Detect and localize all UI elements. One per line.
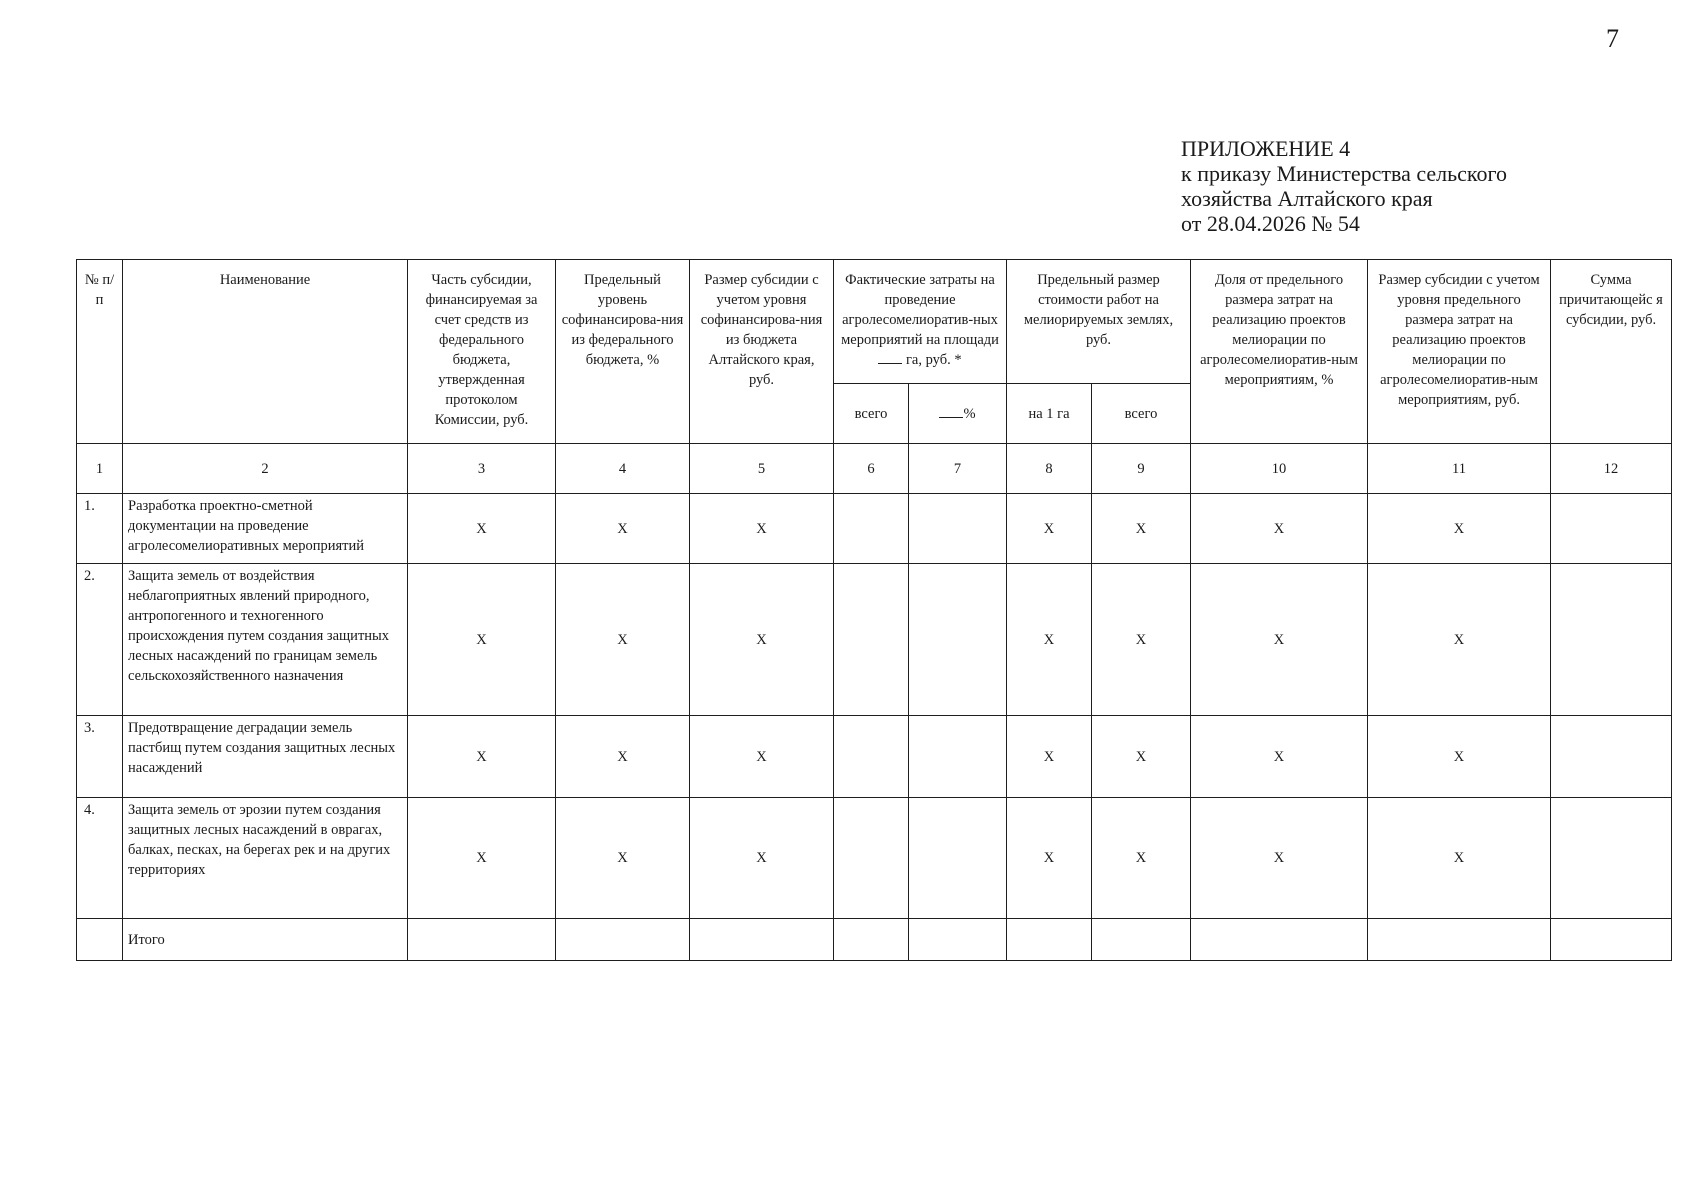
row-name: Защита земель от эрозии путем создания защитных лесных насаждений в оврагах, балках, песках, на берегах рек и на других территориях <box>123 798 408 919</box>
column-number: 11 <box>1368 444 1551 494</box>
row-name: Предотвращение деградации земель пастбищ путем создания защитных лесных насаждений <box>123 716 408 798</box>
total-row <box>77 919 1672 961</box>
table-cell: X <box>408 494 556 564</box>
header-name: Наименование <box>123 260 408 444</box>
table-cell: X <box>1007 716 1092 798</box>
column-number: 6 <box>834 444 909 494</box>
header-actual-percent <box>909 384 1007 444</box>
column-number: 1 <box>77 444 123 494</box>
table-cell <box>1551 564 1672 716</box>
table-cell <box>834 798 909 919</box>
column-number: 12 <box>1551 444 1672 494</box>
header-subsidy-regional: Размер субсидии с учетом уровня софинансирова-ния из бюджета Алтайского края, руб. <box>690 260 834 444</box>
table-cell: X <box>1191 716 1368 798</box>
appendix-date-number: от 28.04.2026 № 54 <box>1181 211 1360 236</box>
table-cell: X <box>556 798 690 919</box>
header-max-total: всего <box>1092 384 1191 444</box>
header-subsidy-max: Размер субсидии с учетом уровня предельного размера затрат на реализацию проектов мелиорации по агролесомелиоратив-ным мероприятиям, руб. <box>1368 260 1551 444</box>
table-cell: X <box>1368 494 1551 564</box>
appendix-ministry-line: хозяйства Алтайского края <box>1181 186 1433 211</box>
subsidy-table <box>76 259 1672 961</box>
table-cell: X <box>1092 564 1191 716</box>
column-numbers-row <box>77 444 1672 494</box>
table-cell <box>834 494 909 564</box>
header-per-hectare: на 1 га <box>1007 384 1092 444</box>
table-cell: X <box>1368 798 1551 919</box>
table-cell <box>834 716 909 798</box>
table-cell <box>1007 919 1092 961</box>
table-row <box>77 798 1672 919</box>
header-max-cost: Предельный размер стоимости работ на мелиорируемых землях, руб. <box>1007 260 1191 384</box>
total-number-cell <box>77 919 123 961</box>
table-cell <box>909 798 1007 919</box>
table-cell: X <box>690 494 834 564</box>
table-cell: X <box>1092 798 1191 919</box>
table-cell: X <box>690 564 834 716</box>
table-cell <box>834 919 909 961</box>
row-name: Защита земель от воздействия неблагоприятных явлений природного, антропогенного и техногенного происхождения путем создания защитных лесных насаждений по границам земель сельскохозяйственного назначения <box>123 564 408 716</box>
table-cell: X <box>1191 494 1368 564</box>
table-cell <box>1551 798 1672 919</box>
page-number: 7 <box>1606 24 1619 53</box>
table-cell: X <box>556 494 690 564</box>
table-cell: X <box>1092 716 1191 798</box>
table-cell: X <box>1368 716 1551 798</box>
table-cell: X <box>408 564 556 716</box>
table-cell <box>1551 716 1672 798</box>
table-cell: X <box>690 716 834 798</box>
table-row <box>77 716 1672 798</box>
table-cell <box>909 564 1007 716</box>
table-cell: X <box>1191 798 1368 919</box>
header-actual-costs-unit: га, руб. * <box>905 352 962 368</box>
column-number: 3 <box>408 444 556 494</box>
header-actual-costs <box>834 260 1007 384</box>
header-cofinancing-level: Предельный уровень софинансирова-ния из федерального бюджета, % <box>556 260 690 444</box>
row-number: 4. <box>77 798 123 919</box>
header-number: № п/п <box>77 260 123 444</box>
table-cell: X <box>690 798 834 919</box>
appendix-order-line: к приказу Министерства сельского <box>1181 161 1507 186</box>
row-number: 2. <box>77 564 123 716</box>
table-cell: X <box>1368 564 1551 716</box>
header-share-of-max: Доля от предельного размера затрат на реализацию проектов мелиорации по агролесомелиоратив-ным мероприятиям, % <box>1191 260 1368 444</box>
table-cell: X <box>556 716 690 798</box>
column-number: 9 <box>1092 444 1191 494</box>
table-cell: X <box>408 798 556 919</box>
column-number: 5 <box>690 444 834 494</box>
table-cell: X <box>556 564 690 716</box>
column-number: 2 <box>123 444 408 494</box>
row-name-text: Разработка проектно-сметной документации на проведение агролесомелиоративных мероприятий <box>128 498 365 554</box>
row-name <box>123 494 408 564</box>
table-cell <box>1092 919 1191 961</box>
header-actual-costs-text: Фактические затраты на проведение агролесомелиоратив-ных мероприятий на площади <box>841 272 999 348</box>
table-cell <box>909 494 1007 564</box>
table-row <box>77 494 1672 564</box>
table-cell <box>1368 919 1551 961</box>
column-number: 7 <box>909 444 1007 494</box>
table-cell <box>556 919 690 961</box>
table-cell: X <box>1191 564 1368 716</box>
header-federal-part: Часть субсидии, финансируемая за счет средств из федерального бюджета, утвержденная протоколом Комиссии, руб. <box>408 260 556 444</box>
column-number: 8 <box>1007 444 1092 494</box>
appendix-heading <box>1181 136 1631 236</box>
area-blank-line <box>878 350 902 364</box>
table-cell: X <box>408 716 556 798</box>
table-cell <box>1551 494 1672 564</box>
table-cell: X <box>1007 494 1092 564</box>
table-cell: X <box>1092 494 1191 564</box>
appendix-title: ПРИЛОЖЕНИЕ 4 <box>1181 136 1351 161</box>
header-actual-total: всего <box>834 384 909 444</box>
percent-blank-line <box>939 404 963 418</box>
table-cell <box>834 564 909 716</box>
table-cell <box>408 919 556 961</box>
total-label: Итого <box>123 919 408 961</box>
row-number: 3. <box>77 716 123 798</box>
table-cell: X <box>1007 564 1092 716</box>
table-cell <box>909 919 1007 961</box>
column-number: 10 <box>1191 444 1368 494</box>
table-cell <box>1191 919 1368 961</box>
table-cell: X <box>1007 798 1092 919</box>
table-row <box>77 564 1672 716</box>
table-cell <box>1551 919 1672 961</box>
row-number: 1. <box>77 494 123 564</box>
table-cell <box>690 919 834 961</box>
header-actual-percent-sign: % <box>963 405 976 422</box>
header-total-subsidy: Сумма причитающейс я субсидии, руб. <box>1551 260 1672 444</box>
column-number: 4 <box>556 444 690 494</box>
table-cell <box>909 716 1007 798</box>
